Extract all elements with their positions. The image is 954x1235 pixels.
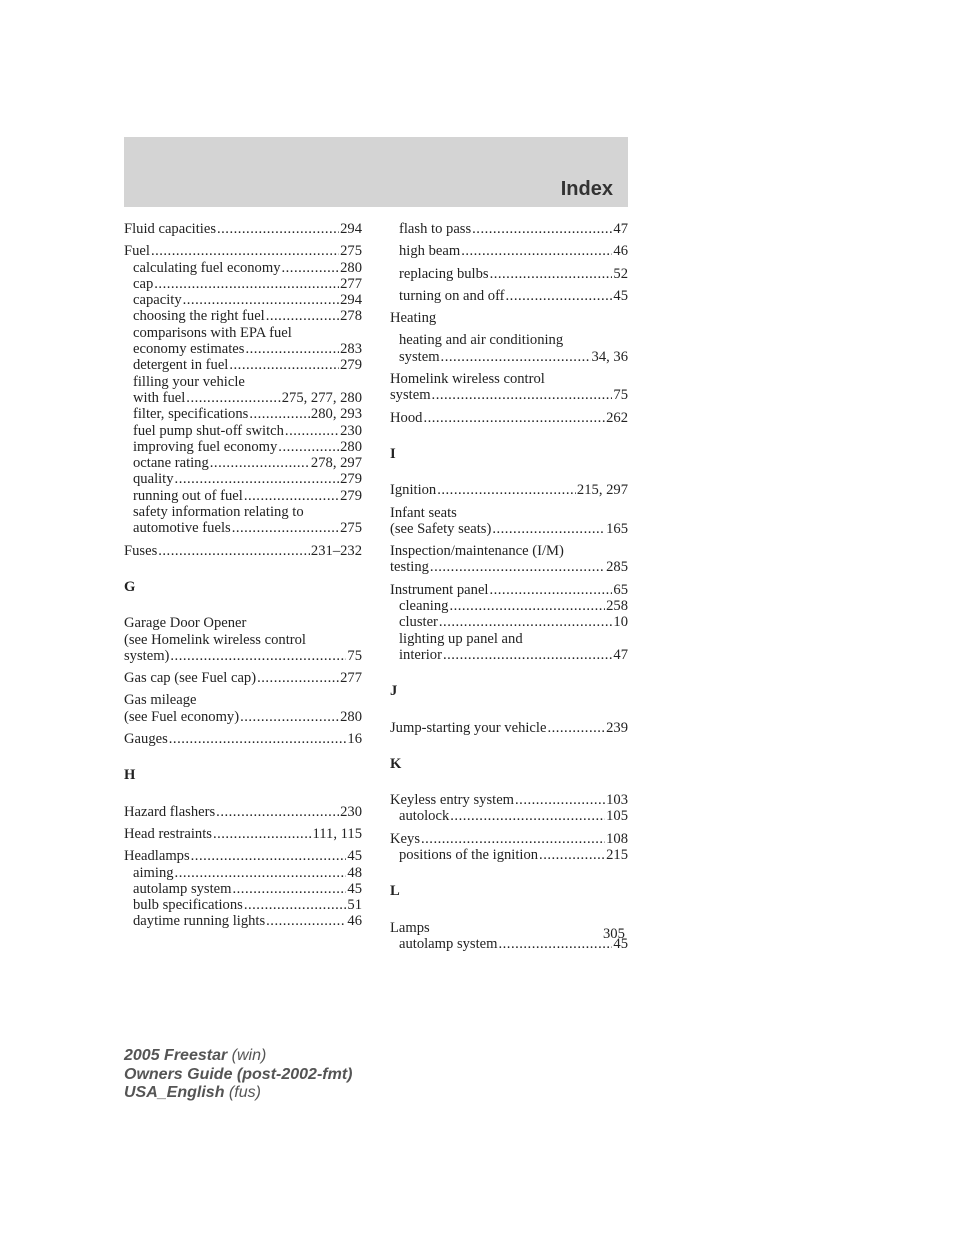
dot-leader	[154, 276, 339, 292]
index-entry	[390, 221, 628, 237]
index-entry	[124, 471, 362, 487]
index-entry-label: system)	[124, 647, 170, 664]
spacer	[124, 747, 362, 767]
index-entry	[390, 598, 628, 614]
index-entry	[124, 276, 362, 292]
index-entry-page: 52	[613, 265, 628, 282]
index-entry	[124, 826, 362, 842]
index-entry-label: Headlamps	[124, 848, 190, 865]
dot-leader	[151, 243, 339, 259]
dot-leader	[257, 670, 339, 686]
index-entry-page: 230	[340, 422, 362, 439]
dot-leader	[175, 471, 340, 487]
index-entry-page: 294	[340, 221, 362, 237]
index-entry-page: 231–232	[310, 542, 362, 559]
index-entry-label: interior	[399, 646, 442, 663]
dot-leader	[439, 614, 613, 630]
dot-leader	[216, 804, 339, 820]
dot-leader	[547, 720, 605, 736]
index-entry-page: 108	[606, 830, 628, 847]
index-entry	[390, 614, 628, 630]
index-entry-page: 275	[340, 243, 362, 260]
index-entry-page: 278, 297	[310, 455, 362, 472]
dot-leader	[170, 648, 346, 664]
index-entry-text: Infant seats	[390, 504, 457, 521]
dot-leader	[489, 582, 612, 598]
dot-leader	[443, 647, 612, 663]
index-entry	[390, 831, 628, 847]
index-entry	[124, 406, 362, 422]
index-entry-page: 294	[340, 292, 362, 309]
index-entry-page: 280, 293	[310, 406, 362, 423]
index-entry-label: economy estimates	[133, 341, 245, 358]
index-entry	[124, 308, 362, 324]
index-entry-page: 275, 277, 280	[281, 389, 362, 406]
index-entry-label: with fuel	[133, 389, 186, 406]
index-entry-page: 165	[606, 520, 628, 537]
index-letter-heading: G	[124, 578, 136, 595]
index-entry-label: aiming	[133, 864, 174, 881]
index-entry-page: 277	[340, 275, 362, 292]
index-entry-text: (see Homelink wireless control	[124, 631, 306, 648]
dot-leader	[437, 482, 576, 498]
index-entry	[124, 292, 362, 308]
index-entry-page: 280	[340, 708, 362, 725]
index-entry	[390, 720, 628, 736]
index-entry	[124, 913, 362, 929]
index-entry	[124, 455, 362, 471]
index-entry	[124, 897, 362, 913]
index-entry-page: 45	[613, 935, 628, 952]
index-entry-page: 10	[613, 614, 628, 631]
index-entry-page: 75	[347, 647, 362, 664]
dot-leader	[430, 559, 605, 575]
footer-model-code: (win)	[227, 1047, 267, 1064]
index-column-left	[124, 221, 362, 930]
index-entry-page: 103	[606, 792, 628, 809]
index-entry-label: Fuel	[124, 243, 150, 260]
dot-leader	[266, 913, 346, 929]
index-entry-label: testing	[390, 559, 429, 576]
footer-language: USA_English	[124, 1084, 225, 1101]
dot-leader	[423, 410, 605, 426]
index-entry	[124, 357, 362, 373]
index-entry-page: 258	[606, 598, 628, 615]
index-entry-label: Instrument panel	[390, 581, 489, 598]
dot-leader	[249, 406, 310, 422]
index-entry-text: Lamps	[390, 919, 430, 936]
index-entry-page: 45	[347, 848, 362, 865]
index-entry	[390, 243, 628, 259]
dot-leader	[169, 731, 347, 747]
index-entry-page: 280	[340, 259, 362, 276]
index-letter-heading: L	[390, 883, 400, 900]
index-entry	[124, 543, 362, 559]
dot-leader	[515, 792, 605, 808]
dot-leader	[472, 221, 612, 237]
index-entry	[124, 520, 362, 536]
index-entry-label: autolamp system	[399, 935, 498, 952]
index-entry-label: Hood	[390, 409, 423, 426]
index-entry-page: 279	[340, 357, 362, 374]
index-entry	[390, 936, 628, 952]
index-entry-label: Ignition	[390, 482, 437, 499]
index-entry	[124, 648, 362, 664]
index-entry-page: 65	[613, 581, 628, 598]
index-entry	[390, 582, 628, 598]
page-number: 305	[603, 926, 625, 942]
index-letter-heading: K	[390, 755, 402, 772]
index-entry-label: bulb specifications	[133, 897, 243, 914]
index-entry-page: 34, 36	[591, 348, 628, 365]
spacer	[390, 700, 628, 720]
index-entry-page: 278	[340, 308, 362, 325]
index-entry	[390, 521, 628, 537]
index-entry	[124, 488, 362, 504]
index-entry-label: choosing the right fuel	[133, 308, 265, 325]
index-entry-text: filling your vehicle	[133, 373, 245, 390]
index-entry	[124, 390, 362, 406]
dot-leader	[432, 387, 613, 403]
index-entry-label: cluster	[399, 614, 438, 631]
spacer	[390, 462, 628, 482]
index-entry	[124, 731, 362, 747]
footer-line-3	[124, 1084, 352, 1103]
spacer	[390, 772, 628, 792]
index-entry-page: 239	[606, 719, 628, 736]
spacer	[124, 559, 362, 579]
spacer	[390, 900, 628, 920]
index-entry	[124, 865, 362, 881]
index-entry-label: filter, specifications	[133, 406, 249, 423]
dot-leader	[217, 221, 339, 237]
index-entry-label: Keyless entry system	[390, 792, 515, 809]
index-entry	[124, 881, 362, 897]
index-entry-label: automotive fuels	[133, 520, 231, 537]
index-entry	[124, 221, 362, 237]
index-entry-page: 45	[613, 287, 628, 304]
spacer	[390, 736, 628, 756]
index-entry-page: 75	[613, 387, 628, 404]
index-entry-label: cleaning	[399, 598, 449, 615]
dot-leader	[499, 936, 613, 952]
header-band	[124, 137, 628, 207]
index-entry	[124, 260, 362, 276]
dot-leader	[492, 521, 605, 537]
index-entry-label: capacity	[133, 292, 182, 309]
dot-leader	[450, 808, 605, 824]
footer-language-code: (fus)	[224, 1084, 261, 1101]
index-entry-label: cap	[133, 275, 154, 292]
dot-leader	[233, 881, 347, 897]
index-entry-text: Heating	[390, 310, 437, 327]
index-entry-page: 262	[606, 409, 628, 426]
index-entry-label: Keys	[390, 830, 420, 847]
index-entry-page: 279	[340, 487, 362, 504]
dot-leader	[244, 488, 339, 504]
dot-leader	[191, 848, 347, 864]
index-entry-page: 47	[613, 646, 628, 663]
index-entry	[390, 647, 628, 663]
index-entry-page: 46	[347, 913, 362, 930]
index-entry	[390, 559, 628, 575]
index-entry-page: 47	[613, 221, 628, 237]
dot-leader	[506, 288, 613, 304]
index-entry-page: 48	[347, 864, 362, 881]
index-entry-text: Gas mileage	[124, 692, 197, 709]
dot-leader	[449, 598, 605, 614]
index-entry-page: 283	[340, 341, 362, 358]
index-entry	[390, 482, 628, 498]
index-entry-label: detergent in fuel	[133, 357, 229, 374]
index-entry-page: 279	[340, 471, 362, 488]
index-entry-text: heating and air conditioning	[399, 332, 564, 349]
index-entry-page: 275	[340, 520, 362, 537]
index-entry	[390, 349, 628, 365]
index-letter-heading: J	[390, 683, 398, 700]
dot-leader	[441, 349, 591, 365]
index-entry-page: 16	[347, 731, 362, 748]
spacer	[124, 784, 362, 804]
index-entry	[390, 847, 628, 863]
dot-leader	[244, 897, 347, 913]
index-entry	[124, 243, 362, 259]
dot-leader	[240, 709, 339, 725]
index-entry	[124, 670, 362, 686]
index-entry-label: quality	[133, 471, 174, 488]
index-entry-text: lighting up panel and	[399, 630, 523, 647]
index-entry-label: daytime running lights	[133, 913, 266, 930]
index-entry-label: high beam	[399, 243, 461, 260]
index-entry-label: autolock	[399, 808, 450, 825]
index-entry-label: (see Fuel economy)	[124, 708, 240, 725]
index-entry	[124, 804, 362, 820]
index-entry-label: calculating fuel economy	[133, 259, 281, 276]
index-entry-text: Homelink wireless control	[390, 371, 545, 388]
footer-model: 2005 Freestar	[124, 1047, 228, 1064]
index-entry-text: safety information relating to	[133, 504, 304, 521]
index-entry-page: 46	[613, 243, 628, 260]
dot-leader	[266, 308, 339, 324]
index-entry-label: replacing bulbs	[399, 265, 489, 282]
index-entry-label: flash to pass	[399, 221, 472, 237]
index-entry	[390, 387, 628, 403]
index-entry	[124, 439, 362, 455]
dot-leader	[183, 292, 339, 308]
index-entry-label: Jump-starting your vehicle	[390, 719, 547, 736]
index-entry-page: 277	[340, 670, 362, 687]
index-entry	[390, 410, 628, 426]
index-entry	[390, 288, 628, 304]
spacer	[390, 863, 628, 883]
dot-leader	[186, 390, 280, 406]
index-entry-label: positions of the ignition	[399, 847, 539, 864]
index-letter-heading: I	[390, 445, 396, 462]
index-entry-label: Head restraints	[124, 825, 212, 842]
index-column-right	[390, 221, 628, 952]
index-entry	[124, 423, 362, 439]
dot-leader	[175, 865, 347, 881]
dot-leader	[285, 423, 339, 439]
dot-leader	[461, 243, 612, 259]
dot-leader	[232, 520, 339, 536]
index-entry-label: system	[390, 387, 431, 404]
index-entry-label: running out of fuel	[133, 487, 243, 504]
dot-leader	[421, 831, 605, 847]
dot-leader	[245, 341, 339, 357]
spacer	[390, 663, 628, 683]
index-entry-page: 45	[347, 880, 362, 897]
index-entry-label: Gauges	[124, 731, 168, 748]
index-entry-label: Gas cap (see Fuel cap)	[124, 670, 257, 687]
index-entry-label: octane rating	[133, 455, 209, 472]
index-letter-heading: H	[124, 767, 136, 784]
index-entry-page: 230	[340, 803, 362, 820]
dot-leader	[213, 826, 312, 842]
index-entry	[390, 266, 628, 282]
index-entry-label: Hazard flashers	[124, 803, 216, 820]
dot-leader	[490, 266, 613, 282]
index-entry-page: 51	[347, 897, 362, 914]
index-entry	[390, 808, 628, 824]
dot-leader	[210, 455, 310, 471]
index-entry-label: Fuses	[124, 542, 158, 559]
dot-leader	[158, 543, 310, 559]
index-entry-label: fuel pump shut-off switch	[133, 422, 284, 439]
index-entry-page: 215, 297	[576, 482, 628, 499]
index-entry-label: autolamp system	[133, 880, 232, 897]
index-entry-label: (see Safety seats)	[390, 520, 492, 537]
dot-leader	[229, 357, 339, 373]
index-entry-page: 215	[606, 847, 628, 864]
spacer	[390, 426, 628, 446]
footer-line-1	[124, 1047, 352, 1066]
spacer	[124, 595, 362, 615]
dot-leader	[282, 260, 340, 276]
index-entry-text: Garage Door Opener	[124, 615, 247, 632]
index-entry-page: 111, 115	[312, 825, 362, 842]
index-entry-text: comparisons with EPA fuel	[133, 324, 292, 341]
index-entry-page: 280	[340, 438, 362, 455]
index-entry	[124, 848, 362, 864]
index-entry-page: 105	[606, 808, 628, 825]
index-entry-label: Fluid capacities	[124, 221, 216, 237]
index-entry	[124, 709, 362, 725]
footer	[124, 1047, 352, 1103]
index-entry-label: turning on and off	[399, 287, 505, 304]
index-entry-text: Inspection/maintenance (I/M)	[390, 543, 564, 560]
index-entry-label: improving fuel economy	[133, 438, 278, 455]
dot-leader	[539, 847, 605, 863]
index-entry	[390, 792, 628, 808]
page-title: Index	[560, 178, 613, 200]
index-entry-label: system	[399, 348, 440, 365]
index-entry-page: 285	[606, 559, 628, 576]
index-entry	[124, 341, 362, 357]
footer-line-2: Owners Guide (post-2002-fmt)	[124, 1065, 353, 1083]
dot-leader	[278, 439, 339, 455]
